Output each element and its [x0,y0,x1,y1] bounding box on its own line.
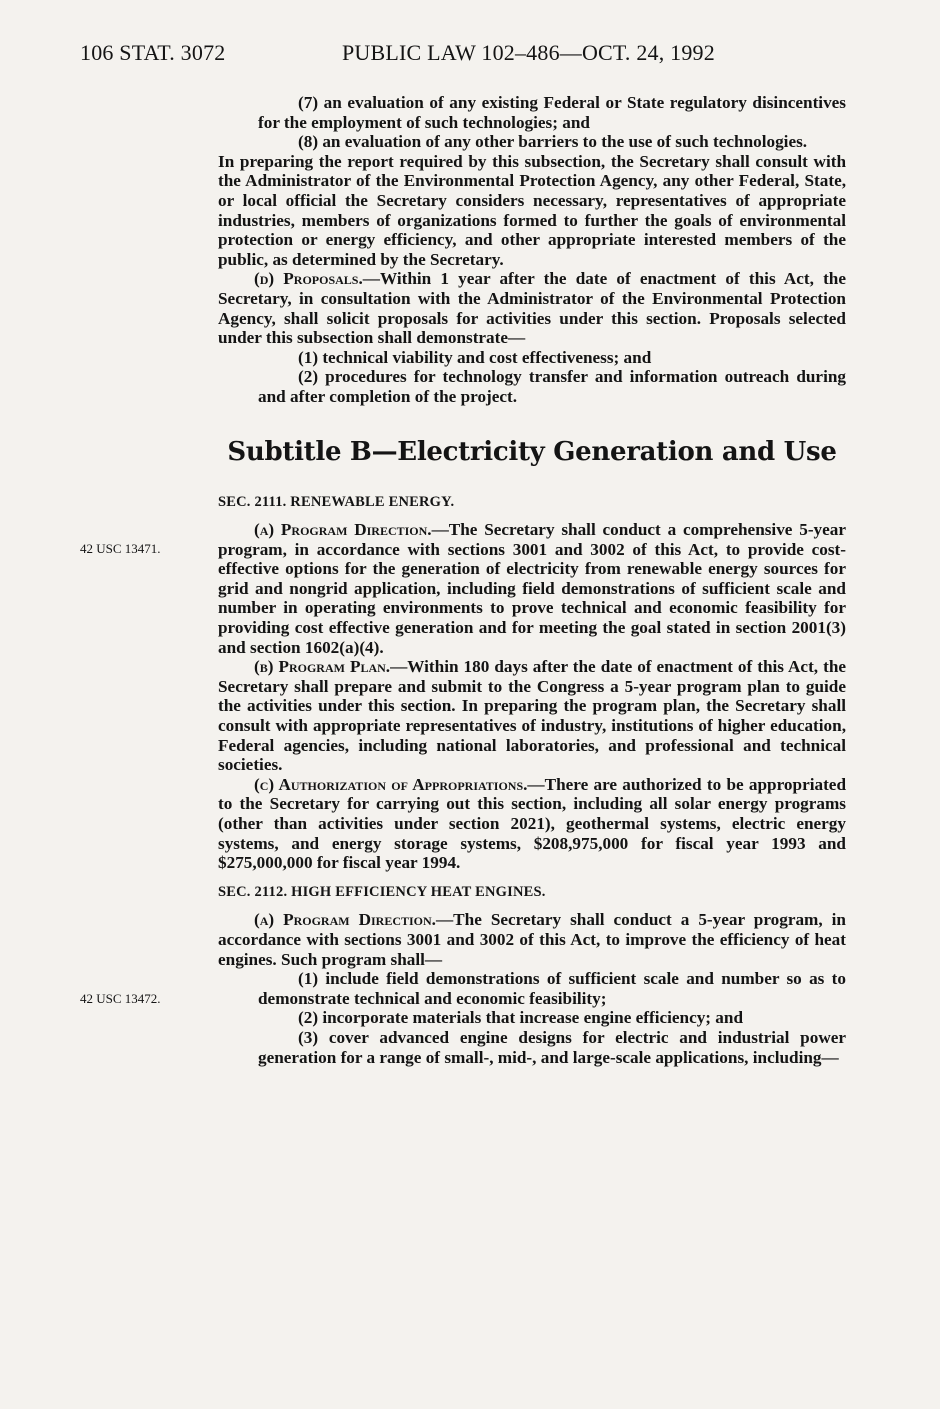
margin-note-usc-13472: 42 USC 13472. [80,991,161,1006]
subsection-d [218,269,846,347]
section-2111-c-label: (c) Authorization of Appropriations. [254,774,528,794]
section-2112-item-2: (2) incorporate materials that increase engine efficiency; and [298,1008,744,1028]
section-2111-a [218,520,846,657]
statute-page-number: 106 STAT. 3072 [80,40,226,65]
subtitle-heading: Subtitle B—Electricity Generation and Use [227,436,837,467]
section-2112-item-3: (3) cover advanced engine designs for electric and industrial power generation for a range of small-, mid-, and large-scale applications, including— [258,1027,846,1067]
section-2112-item-1: (1) include field demonstrations of sufficient scale and number so as to demonstrate technical and economic feasibility; [258,969,846,1008]
subsection-d-item-1: (1) technical viability and cost effectiveness; and [298,347,652,367]
section-2111-b-text: —Within 180 days after the date of enactment of this Act, the Secretary shall prepare and submit to the Congress a 5-year program plan to guide the activities under this section. In preparing the program plan, the Secretary shall consult with appropriate representatives of industry, institutions of higher education, Federal agencies, including national laboratories, and professional and technical societies. [218,657,847,775]
consultation-paragraph: In preparing the report required by this subsection, the Secretary shall consult with the Administrator of the Environmental Protection Agency, any other Federal, State, or local official the Secretary considers necessary, representatives of appropriate industries, members of organizations formed to further the goals of environmental protection or energy efficiency, and other appropriate interested members of the public, as determined by the Secretary. [218,151,846,269]
section-2111-a-label: (a) Program Direction. [254,520,432,540]
section-2111-c-text: —There are authorized to be appropriated to the Secretary for carrying out this section, including all solar energy programs (other than activities under section 2021), geothermal systems, electric energy systems, and energy storage systems, $208,975,000 for fiscal year 1993 and $275,000,000 for fiscal year 1994. [218,774,846,873]
section-2111-b-label: (b) Program Plan. [254,657,391,677]
section-2111-heading: SEC. 2111. RENEWABLE ENERGY. [218,493,455,510]
section-2111-a-text: —The Secretary shall conduct a comprehensive 5-year program, in accordance with sections 3001 and 3002 of this Act, to provide cost-effective options for the generation of electricity from renewable energy sources for grid and nongrid application, including field demonstrations of sufficient scale and number in operating environments to prove technical and economic feasibility for providing cost effective generation and for meeting the goal stated in section 2001(3) and section 1602(a)(4). [218,520,846,657]
section-2111-b [218,657,846,775]
section-2112-a-text: —The Secretary shall conduct a 5-year program, in accordance with sections 3001 and 3002 of this Act, to improve the efficiency of heat engines. Such program shall— [218,910,846,969]
item-8: (8) an evaluation of any other barriers to the use of such technologies. [298,132,808,152]
subsection-d-item-2: (2) procedures for technology transfer and information outreach during and after completion of the project. [258,367,846,406]
margin-note-usc-13471: 42 USC 13471. [80,541,161,556]
section-2111-c [218,775,846,873]
section-2112-a-label: (a) Program Direction. [254,910,436,930]
subsection-d-text: —Within 1 year after the date of enactment of this Act, the Secretary, in consultation with the Administrator of the Environmental Protection Agency, shall solicit proposals for activities under this section. Proposals selected under this subsection shall demonstrate— [218,269,846,348]
subsection-d-label: (d) Proposals. [254,269,363,289]
public-law-heading: PUBLIC LAW 102–486—OCT. 24, 1992 [342,40,715,65]
section-2112-a [218,910,846,969]
section-2112-heading: SEC. 2112. HIGH EFFICIENCY HEAT ENGINES. [218,883,546,900]
document-body [218,93,846,1067]
item-7: (7) an evaluation of any existing Federal or State regulatory disincentives for the employment of such technologies; and [258,93,846,132]
